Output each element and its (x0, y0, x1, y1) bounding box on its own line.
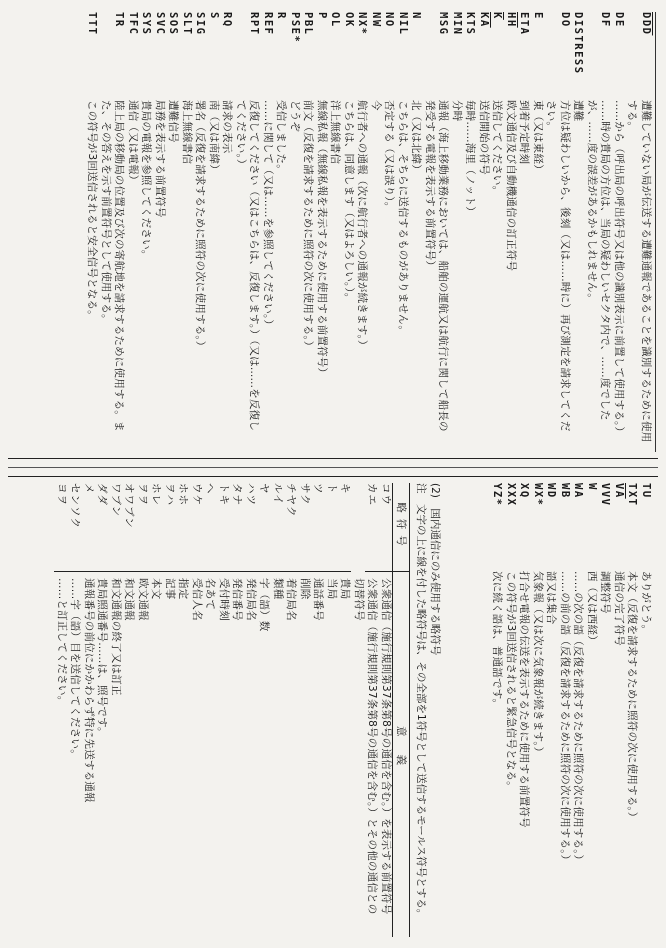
list-item (544, 12, 558, 452)
list-item (490, 483, 504, 937)
column-header-meaning: 意義 (395, 726, 407, 783)
abbreviation-meaning: 気象報（又は次に気象報が続きます。） (532, 571, 544, 758)
abbreviation-meaning: 貴局の電報を参照してください。 (140, 100, 153, 261)
abbreviation-code: SVC (154, 12, 166, 36)
abbreviation-meaning: 着信局名 (285, 578, 298, 621)
abbreviation-meaning: 貴局 (339, 578, 352, 600)
abbreviation-code: $\overline{K}$ (491, 12, 504, 20)
abbreviation-code: TXT (626, 483, 639, 507)
abbreviation-meaning: 次に続く語は、普通語です。 (491, 571, 504, 710)
abbreviation-code: センソク (68, 483, 82, 572)
abbreviation-code: RPT (248, 12, 261, 36)
column-header-code: 略符号 (393, 483, 409, 572)
abbreviation-code: ワブン (109, 483, 123, 572)
abbreviation-code: P (316, 12, 328, 20)
abbreviation-meaning: 名あて (204, 578, 217, 611)
list-item (234, 12, 248, 452)
abbreviation-code: MSG (437, 12, 450, 36)
abbreviation-meaning: ……の次の語（反復を請求するために照符の次に使用する。） (572, 571, 585, 866)
abbreviation-meaning: 和文通報の終了又は訂正 (110, 578, 122, 696)
page-frame (8, 6, 658, 942)
list-item (338, 483, 352, 937)
abbreviation-code: OK (343, 12, 355, 28)
abbreviation-meaning: 遭難 (572, 100, 585, 122)
abbreviation-code: PSE* (289, 12, 301, 44)
list-item (571, 483, 585, 937)
abbreviation-meaning: こちらは、そちらに送信するものがありません。 (397, 100, 409, 337)
abbreviation-code: WX* (532, 483, 544, 507)
abbreviation-code: DISTRESS (572, 12, 585, 75)
abbreviation-meaning: 南（又は南緯） (208, 100, 220, 175)
abbreviation-meaning: 局務を表示する前置符号 (154, 100, 166, 218)
list-item (284, 483, 298, 937)
top-panel (8, 6, 658, 459)
abbreviation-code: SYS (140, 12, 153, 36)
abbreviation-code: ルイ (271, 483, 285, 572)
abbreviation-meaning: 通信（又は電報） (127, 100, 139, 186)
list-item (274, 12, 288, 452)
list-item (55, 483, 69, 937)
abbreviation-meaning: 本文（反復を請求するために照符の次に使用する。） (626, 571, 639, 823)
list-item (625, 483, 639, 937)
abbreviation-meaning: 方位は疑わしいから、後刻（又は……時に）再び測定を請求してくだ (559, 100, 571, 432)
list-item (176, 483, 190, 937)
divider (8, 467, 658, 468)
list-item (163, 483, 177, 937)
abbreviation-code: ツ (311, 483, 325, 572)
abbreviation-meaning: 受信人名 (191, 578, 203, 621)
list-item (625, 12, 652, 452)
abbreviation-code: ヨヲ (55, 483, 69, 572)
list-item (598, 12, 612, 452)
abbreviation-meaning: ……に関して（又は……を参照してください。） (262, 100, 274, 331)
list-item (585, 12, 599, 452)
abbreviation-meaning: が、……度の誤差があるかもしれません。 (586, 100, 598, 304)
abbreviation-meaning: 発信局名 (245, 578, 257, 621)
list-item (95, 483, 109, 937)
abbreviation-code: N (410, 12, 423, 20)
abbreviation-code: OL (329, 12, 342, 28)
abbreviation-meaning: 語又は集合 (545, 571, 558, 625)
abbreviation-meaning: ……時の貴局の方位は、当局の疑わしいセクタ内で、……度でした (599, 100, 612, 421)
abbreviation-code: XXX (505, 483, 517, 507)
abbreviation-code: NX* (356, 12, 369, 36)
abbreviation-code: $\overline{KA}$ (478, 12, 490, 28)
table-body (55, 483, 393, 937)
list-item (612, 483, 626, 937)
list-item (352, 483, 366, 937)
list-item (369, 12, 383, 452)
abbreviation-meaning: 指定 (177, 578, 190, 600)
section-title: (2) 国内通信にのみ使用する略符号 (429, 483, 441, 656)
abbreviation-code: DF (599, 12, 612, 28)
abbreviation-code: R (275, 12, 288, 20)
abbreviation-code: TFC (127, 12, 139, 36)
abbreviation-meaning: 公衆通信（施行規則第37条第8号の通信を含む。）とその他の通信との (366, 578, 379, 915)
abbreviation-code: ホレ (149, 483, 163, 572)
abbreviation-meaning: 無線私報（無線私報を表示するために使用する前置符号） (316, 100, 328, 379)
abbreviation-meaning: 当局 (326, 578, 338, 600)
abbreviation-code: タナ (230, 483, 244, 572)
list-item (288, 12, 302, 452)
abbreviation-code: WA (572, 483, 585, 499)
abbreviation-code: トキ (217, 483, 231, 572)
abbreviation-code: カエ (365, 483, 379, 572)
list-item (112, 12, 126, 452)
list-item (463, 12, 477, 452)
list-item (365, 483, 379, 937)
list-item (598, 483, 612, 937)
list-item (247, 12, 261, 452)
abbreviation-code: $\overline{VA}$ (613, 483, 625, 499)
list-item (504, 483, 518, 937)
abbreviation-meaning: ありがとう。 (640, 571, 652, 636)
list-item (311, 483, 325, 937)
abbreviation-code: NO (383, 12, 396, 28)
abbreviation-meaning: 削除 (299, 578, 311, 600)
list-item (396, 12, 410, 452)
list-item (517, 483, 531, 937)
abbreviation-meaning: 類種 (272, 578, 284, 600)
list-item (571, 12, 585, 452)
abbreviation-code: MIN (451, 12, 463, 36)
abbreviation-meaning: 北（又は北緯） (410, 100, 423, 175)
abbreviation-meaning: 署名（反復を請求するために照符の次に使用する。） (194, 100, 207, 352)
list-item (203, 483, 217, 937)
abbreviation-meaning: さい。 (545, 100, 558, 133)
list-item (436, 12, 450, 452)
abbreviation-code: TU (640, 483, 652, 499)
abbreviation-meaning: 発信番号 (231, 578, 244, 621)
abbreviation-code: S (208, 12, 220, 20)
abbreviation-code: コウ (379, 483, 393, 572)
abbreviation-meaning: 分時 (451, 100, 463, 122)
list-item (639, 483, 653, 937)
abbreviation-code: YZ* (491, 483, 504, 507)
abbreviation-meaning: 貴局照通番号……は、照号です。 (96, 578, 109, 738)
list-item (423, 12, 437, 452)
abbreviation-code: ヲヲ (136, 483, 150, 572)
list-item (558, 12, 572, 452)
abbreviation-meaning: 通報番号の前位にかかわらず特に先送する通報 (83, 578, 95, 803)
abbreviation-meaning: 航行者への通報（次に航行者への通報が続きます。） (356, 100, 369, 351)
list-item (531, 12, 545, 452)
abbreviation-meaning: 欧文通信及び自動機通信の訂正符号 (505, 100, 517, 272)
abbreviation-meaning: ……と訂正してください。 (56, 578, 68, 707)
abbreviation-code: キ (338, 483, 352, 572)
abbreviation-code: TTT (86, 12, 99, 36)
abbreviation-code: DE (613, 12, 625, 28)
abbreviation-meaning: ……から（呼出局の呼出符号又は他の識別表示に前置して使用する。） (613, 100, 625, 438)
list-item (244, 483, 258, 937)
abbreviation-meaning: 本文 (150, 578, 163, 600)
section-note: 注 文字の上に線を付した略符号は、その全部を1符号として送信するモールス符号とする。 (415, 483, 427, 920)
list-item (490, 12, 504, 452)
abbreviation-meaning: 遭難していない局が伝送する遭難通報であることを識別するために使用する。 (626, 100, 652, 443)
list-item (409, 12, 423, 452)
abbreviation-code: TR (113, 12, 126, 28)
list-item (342, 12, 356, 452)
abbreviation-meaning: た、その答えを示す前置符号として使用する。 (100, 100, 112, 325)
list-item (99, 12, 113, 452)
abbreviation-code: DO (559, 12, 571, 28)
list-item (298, 483, 312, 937)
list-item (261, 12, 275, 452)
list-item (257, 483, 271, 937)
list-item (379, 483, 393, 937)
list-item (382, 12, 396, 452)
abbreviation-code: $\overline{DDD}$ (640, 12, 652, 36)
abbreviation-code: VVV (599, 483, 612, 507)
abbreviation-meaning: 反復してください（又はこちらは、反復します。）（又は……を反復し (248, 100, 261, 432)
abbreviation-meaning: 東（又は東経） (532, 100, 544, 175)
abbreviation-meaning: 和文通報 (123, 578, 136, 621)
abbreviation-meaning: 前文（反復を請求するために照符の次に使用する。） (302, 100, 315, 352)
list-item (85, 12, 99, 452)
list-item (271, 483, 285, 937)
abbreviation-meaning: 毎時……海里（ノット） (464, 100, 477, 217)
abbreviation-meaning: 通信の完了符号 (613, 571, 625, 646)
list-item (153, 12, 167, 452)
abbreviation-code: ト (325, 483, 339, 572)
abbreviation-code: ダダ (95, 483, 109, 572)
abbreviation-code: オワブン (122, 483, 136, 572)
abbreviation-code: メ (82, 483, 96, 572)
domestic-section (55, 483, 443, 937)
abbreviation-code: SLT (181, 12, 193, 36)
abbreviation-meaning: 記事 (164, 578, 176, 600)
abbreviation-meaning: 陸上局の移動局の位置及び次の寄航地を請求するために使用する。ま (113, 100, 126, 432)
abbreviation-meaning: 送信開始の符号 (478, 100, 490, 175)
list-item (544, 483, 558, 937)
list-item (531, 483, 545, 937)
list-item (301, 12, 315, 452)
abbreviation-meaning: 洋上無線書信 (329, 100, 342, 165)
list-item (193, 12, 207, 452)
abbreviation-list-continued (490, 483, 652, 937)
list-item (207, 12, 221, 452)
list-item (122, 483, 136, 937)
list-item (477, 12, 491, 452)
abbreviation-meaning: 打合せ電報の伝送を表示するために使用する前置符号 (518, 571, 531, 828)
list-item (136, 483, 150, 937)
abbreviation-code: E (532, 12, 544, 20)
list-item (68, 483, 82, 937)
abbreviation-meaning: てください。） (235, 100, 247, 170)
list-item (139, 12, 153, 452)
abbreviation-code: ハツ (244, 483, 258, 572)
abbreviation-meaning: 受付時刻 (218, 578, 230, 621)
list-item (180, 12, 194, 452)
abbreviation-meaning: 否定する（又は誤り）。 (383, 100, 396, 213)
abbreviation-code: NW (370, 12, 382, 28)
abbreviation-list (14, 12, 652, 452)
list-item (328, 12, 342, 452)
list-item (149, 483, 163, 937)
abbreviation-meaning: 請求の表示 (221, 100, 234, 154)
list-item (230, 483, 244, 937)
table-header (392, 483, 410, 937)
abbreviation-meaning: 遭難信号 (167, 100, 180, 143)
list-item (585, 483, 599, 937)
abbreviation-meaning: 海上無線書信 (181, 100, 193, 165)
top-rotated-content (8, 6, 658, 458)
abbreviation-meaning: 到着予定時刻 (518, 100, 531, 165)
abbreviation-meaning: 欧文通報 (137, 578, 149, 621)
abbreviation-code: KTS (464, 12, 477, 36)
abbreviation-meaning: この符号が3回送信されると緊急信号となる。 (505, 571, 517, 792)
list-item (355, 12, 369, 452)
abbreviation-code: ウケ (190, 483, 204, 572)
abbreviation-meaning: 調整符号 (599, 571, 612, 614)
bottom-rotated-content (8, 477, 658, 943)
list-item (517, 12, 531, 452)
list-item (558, 483, 572, 937)
list-item (217, 483, 231, 937)
list-item (315, 12, 329, 452)
abbreviation-code: W (586, 483, 598, 491)
abbreviation-code: $\overline{HH}$ (505, 12, 517, 28)
list-item (82, 483, 96, 937)
abbreviation-code: SOS (167, 12, 180, 36)
abbreviation-code: ヤ (257, 483, 271, 572)
abbreviation-code: WB (559, 483, 571, 499)
abbreviation-code: ETA (518, 12, 531, 36)
list-item (325, 483, 339, 937)
list-item (109, 483, 123, 937)
list-item (126, 12, 140, 452)
abbreviation-meaning: 通報（海上移動業務においては、船舶の運航又は航行に関して船長の (437, 100, 450, 432)
abbreviation-code: PBL (302, 12, 315, 36)
bottom-panel (8, 476, 658, 943)
abbreviation-code: SIG (194, 12, 207, 36)
list-item (450, 12, 464, 452)
abbreviation-meaning: 送信してください。 (491, 100, 504, 197)
abbreviation-meaning: どうぞ (289, 100, 301, 133)
abbreviation-code: XQ (518, 483, 531, 499)
abbreviation-code: ヲハ (163, 483, 177, 572)
abbreviation-code: NIL (397, 12, 409, 36)
list-item (220, 12, 234, 452)
abbreviation-code: サク (298, 483, 312, 572)
abbreviation-meaning: 西（又は西経） (586, 571, 598, 646)
list-item (612, 12, 626, 452)
abbreviation-meaning: 公衆通信（施行規則第37条第8号の通信を含む。）を表示する前置符号 (380, 578, 392, 915)
abbreviation-code: WD (545, 483, 558, 499)
abbreviation-code: チヤク (284, 483, 298, 572)
abbreviation-code: ヘ (203, 483, 217, 572)
abbreviation-code: ホホ (176, 483, 190, 572)
abbreviation-meaning: 今 (370, 100, 382, 111)
abbreviation-code: REF (262, 12, 274, 36)
top-rule (655, 12, 656, 452)
abbreviation-meaning: この符号が3回送信されると安全信号となる。 (86, 100, 99, 321)
abbreviation-meaning: ……の前の語（反復を請求するために照符の次に使用する。） (559, 571, 571, 866)
list-item (166, 12, 180, 452)
abbreviation-meaning: ……字（語）目を送信してください。 (69, 578, 82, 760)
abbreviation-meaning: 通話番号 (312, 578, 325, 621)
list-item (504, 12, 518, 452)
abbreviation-meaning: 切替符号 (353, 578, 365, 621)
list-item (190, 483, 204, 937)
abbreviation-meaning: 受信しました。 (275, 100, 288, 175)
abbreviation-meaning: 字（語）数 (258, 578, 271, 632)
abbreviation-meaning: 発受する電報を表示する前置符号） (424, 100, 436, 272)
abbreviation-code: RQ (221, 12, 234, 28)
abbreviation-meaning: こちらは、同意します（又はよろしい。）。 (343, 100, 355, 304)
